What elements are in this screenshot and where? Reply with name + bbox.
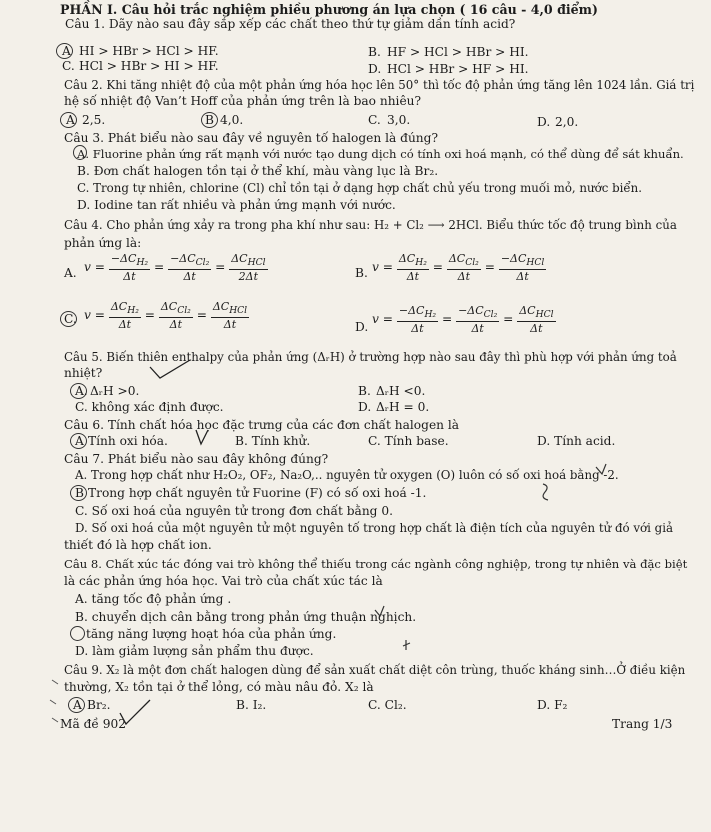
q9-option-b: B. I₂. [236,698,267,712]
q6-option-a: Tính oxi hóa. [88,434,168,448]
q5-option-d-letter: D. [358,400,372,414]
q2-option-a: 2,5. [82,113,106,127]
q7-option-a: A. Trong hợp chất như H₂O₂, OF₂, Na₂O,.. nguyên tử oxygen (O) luôn có số oxi hoá bằng -2. [75,468,619,482]
q8-option-d: D. làm giảm lượng sản phẩm thu được. [75,644,314,658]
question-8-stem: Câu 8. Chất xúc tác đóng vai trò không thể thiếu trong các ngành công nghiệp, trong tự nhiên và đặc biệt [64,557,688,571]
q2-option-c: 3,0. [387,113,411,127]
q5-option-b-letter: B. [358,384,371,398]
q7-option-b-letter: B [75,486,84,500]
q6-option-a-letter: A [75,434,84,448]
question-7-stem: Câu 7. Phát biểu nào sau đây không đúng? [64,452,329,466]
q2-option-b: 4,0. [220,113,244,127]
q4-option-c-letter: C. [64,312,77,326]
q6-option-b: B. Tính khử. [235,434,311,448]
q1-option-d: HCl > HBr > HF > HI. [387,62,529,76]
question-4-stem: Câu 4. Cho phản ứng xảy ra trong pha khí như sau: H₂ + Cl₂ ⟶ 2HCl. Biểu thức tốc độ trung bình của [64,218,677,232]
q7-option-c: C. Số oxi hoá của nguyên tử trong đơn chất bằng 0. [75,504,393,518]
q1-option-a-letter: A [62,44,71,58]
question-4-stem-cont: phản ứng là: [64,236,142,250]
q7-option-b: Trong hợp chất nguyên tử Fuorine (F) có số oxi hoá -1. [88,486,427,500]
q8-option-c: tăng năng lượng hoạt hóa của phản ứng. [86,627,337,641]
q4-option-d-formula: v = $\frac{-\Delta C_{H_2}}{\Delta t}$ = $\frac{-\Delta C_{Cl_2}}{\Delta t}$ = $\frac{\Delta C_{HCl}}{\Delta t}$ [372,304,554,336]
q4-option-b-formula: v = $\frac{\Delta C_{H_2}}{\Delta t}$ = $\frac{\Delta C_{Cl_2}}{\Delta t}$ = $\frac{-\Delta C_{HCl}}{\Delta t}$ [372,252,545,284]
q2-option-d-letter: D. [537,115,551,129]
question-3-stem: Câu 3. Phát biểu nào sau đây về nguyên tố halogen là đúng? [64,131,438,145]
q3-option-d: D. Iodine tan rất nhiều và phản ứng mạnh với nước. [77,198,396,212]
q3-option-a: A. Fluorine phản ứng rất mạnh với nước tạo dung dịch có tính oxi hoá mạnh, có thể dùng để sát khuẩn. [77,147,684,161]
q9-option-c: C. Cl₂. [368,698,407,712]
q1-option-c-letter: C. [62,59,75,73]
q6-option-d: D. Tính acid. [537,434,616,448]
q1-option-b-letter: B. [368,45,381,59]
q5-option-a: ΔᵣH >0. [90,384,140,398]
q4-option-c-formula: v = $\frac{\Delta C_{H_2}}{\Delta t}$ = $\frac{\Delta C_{Cl_2}}{\Delta t}$ = $\frac{\Delta C_{HCl}}{\Delta t}$ [84,300,248,332]
q8-option-a: A. tăng tốc độ phản ứng . [75,592,232,606]
question-9-stem: Câu 9. X₂ là một đơn chất halogen dùng để sản xuất chất diệt côn trùng, thuốc kháng sinh…Ở điều kiện [64,663,686,677]
q4-option-a-letter: A. [64,266,77,280]
q7-option-d: D. Số oxi hoá của một nguyên tử một nguyên tố trong hợp chất là điện tích của nguyên tử đó với giả [75,521,674,535]
q4-option-b-letter: B. [355,266,368,280]
q6-option-c: C. Tính base. [368,434,449,448]
question-9-stem-cont: thường, X₂ tồn tại ở thể lỏng, có màu nâu đỏ. X₂ là [64,680,374,694]
q4-option-d-letter: D. [355,320,369,334]
q7-option-d-cont: thiết đó là hợp chất ion. [64,538,212,552]
q9-option-a: Br₂. [87,698,111,712]
exam-code: Mã đề 902 [60,717,127,731]
q3-option-b: B. Đơn chất halogen tồn tại ở thể khí, màu vàng lục là Br₂. [77,164,439,178]
page-number: Trang 1/3 [612,717,673,731]
q1-option-a: HI > HBr > HCl > HF. [79,44,219,58]
question-2-stem-cont: hệ số nhiệt độ Van’t Hoff của phản ứng trên là bao nhiêu? [64,94,422,108]
q5-option-c: C. không xác định được. [75,400,224,414]
q5-option-b: ΔᵣH <0. [376,384,426,398]
q8-option-b: B. chuyển dịch cân bằng trong phản ứng thuận nghịch. [75,610,417,624]
q5-option-a-letter: A. [75,384,88,398]
q3-option-c: C. Trong tự nhiên, chlorine (Cl) chỉ tồn tại ở dạng hợp chất chủ yếu trong muối mỏ, nước biển. [77,181,643,195]
question-5-stem-cont: nhiệt? [64,366,103,380]
q2-option-b-letter: B [205,113,214,127]
question-5-stem: Câu 5. Biến thiên enthalpy của phản ứng (ΔᵣH) ở trường hợp nào sau đây thì phù hợp với phản ứng toả [64,350,677,364]
question-8-stem-cont: là các phản ứng hóa học. Vai trò của chất xúc tác là [64,574,383,588]
q9-option-d: D. F₂ [537,698,568,712]
q5-option-d: ΔᵣH = 0. [376,400,430,414]
question-2-stem: Câu 2. Khi tăng nhiệt độ của một phản ứng hóa học lên 50° thì tốc độ phản ứng tăng lên 1024 lần. Giá trị [64,78,695,92]
q9-option-a-letter: A [73,698,82,712]
q1-option-d-letter: D. [368,62,382,76]
q2-option-a-letter: A [66,113,75,127]
q4-option-a-formula: v = $\frac{-\Delta C_{H_2}}{\Delta t}$ = $\frac{-\Delta C_{Cl_2}}{\Delta t}$ = $\frac{\Delta C_{HCl}}{2\Delta t}$ [84,252,266,284]
q2-option-c-letter: C. [368,113,381,127]
question-6-stem: Câu 6. Tính chất hóa học đặc trưng của các đơn chất halogen là [64,418,460,432]
question-1-stem: Câu 1. Dãy nào sau đây sắp xếp các chất theo thứ tự giảm dần tính acid? [65,17,516,31]
q2-option-d: 2,0. [555,115,579,129]
q1-option-b: HF > HCl > HBr > HI. [387,45,529,59]
q1-option-c: HCl > HBr > HI > HF. [79,59,219,73]
section-header: PHẦN I. Câu hỏi trắc nghiệm phiều phương án lựa chọn ( 16 câu - 4,0 điểm) [60,2,598,17]
